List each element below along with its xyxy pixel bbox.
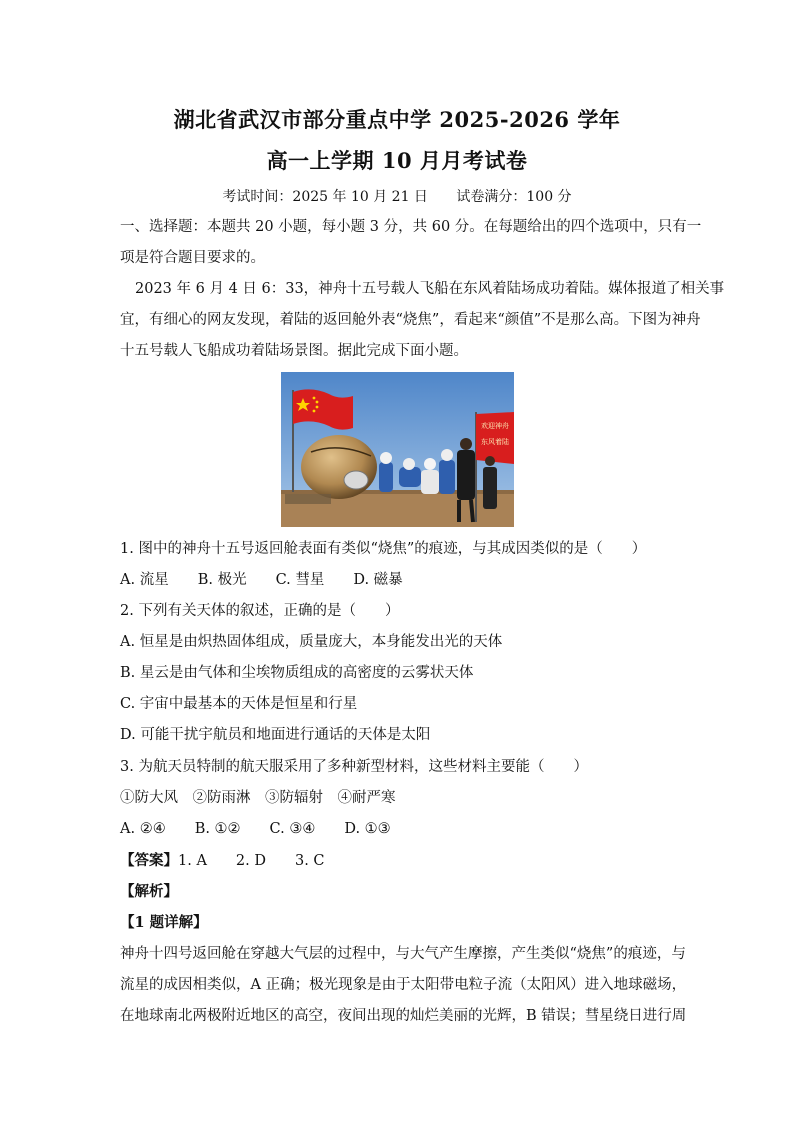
landing-scene-photo	[281, 372, 514, 527]
medic	[421, 470, 439, 494]
banner-text: 东风着陆	[481, 438, 509, 446]
astronaut-seat	[399, 467, 421, 487]
q1-stem: 1. 图中的神舟十五号返回舱表面有类似“烧焦”的痕迹，与其成因类似的是（ ）	[120, 541, 647, 557]
q2-option-c: C. 宇宙中最基本的天体是恒星和行星	[120, 696, 358, 712]
answer-label: 【答案】	[120, 852, 178, 869]
material-line1: 2023 年 6 月 4 日 6：33，神舟十五号载人飞船在东风着陆场成功着陆。媒体报道了相关事	[135, 281, 725, 297]
ground-equipment	[285, 494, 331, 504]
staff-head	[485, 456, 495, 466]
crew-member	[439, 460, 455, 494]
q3-options: A. ②④ B. ①② C. ③④ D. ①③	[120, 821, 391, 837]
crew-helmet	[380, 452, 392, 464]
q2-option-d: D. 可能干扰宇航员和地面进行通话的天体是太阳	[120, 727, 431, 743]
exam-meta	[0, 186, 794, 206]
answer-text: 1. A 2. D 3. C	[178, 853, 325, 869]
q2-stem: 2. 下列有关天体的叙述，正确的是（ ）	[120, 603, 400, 619]
astronaut-helmet	[403, 458, 415, 470]
section-intro-line1: 一、选择题：本题共 20 小题，每小题 3 分，共 60 分。在每题给出的四个选项中，只有一	[120, 219, 702, 235]
q1-analysis-line1: 神舟十四号返回舱在穿越大气层的过程中，与大气产生摩擦，产生类似“烧焦”的痕迹，与	[120, 946, 686, 962]
capsule-hatch	[344, 471, 368, 489]
q3-choices: ①防大风 ②防雨淋 ③防辐射 ④耐严寒	[120, 790, 396, 806]
medic-helmet	[424, 458, 436, 470]
material-line2: 宜，有细心的网友发现，着陆的返回舱外表“烧焦”，看起来“颜值”不是那么高。下图为神舟	[120, 312, 701, 328]
analysis-label: 【解析】	[120, 883, 178, 900]
crew-member	[379, 462, 393, 492]
crew-helmet	[441, 449, 453, 461]
full-score: 试卷满分：100 分	[456, 189, 572, 205]
q2-option-a: A. 恒星是由炽热固体组成，质量庞大，本身能发出光的天体	[120, 634, 503, 650]
q3-stem: 3. 为航天员特制的航天服采用了多种新型材料，这些材料主要能（ ）	[120, 759, 588, 775]
q1-analysis-line3: 在地球南北两极附近地区的高空，夜间出现的灿烂美丽的光辉，B 错误；彗星绕日进行周	[120, 1008, 687, 1024]
answer-line	[120, 851, 680, 871]
exam-title-line1: 湖北省武汉市部分重点中学 2025-2026 学年	[173, 107, 621, 132]
flag-small-star	[313, 410, 316, 413]
material-line3: 十五号载人飞船成功着陆场景图。据此完成下面小题。	[120, 343, 468, 359]
staff-member	[483, 467, 497, 509]
exam-title-line2: 高一上学期 10 月月考试卷	[266, 148, 528, 173]
staff-leg	[471, 500, 473, 522]
flag-small-star	[316, 406, 319, 409]
banner-text: 欢迎神舟	[481, 422, 509, 430]
q1-analysis-label: 【1 题详解】	[120, 914, 208, 931]
exam-time: 考试时间：2025 年 10 月 21 日	[222, 189, 428, 205]
q1-options: A. 流星 B. 极光 C. 彗星 D. 磁暴	[120, 572, 403, 588]
staff-member	[457, 450, 475, 500]
return-capsule	[301, 435, 377, 499]
staff-head	[460, 438, 472, 450]
flag-small-star	[313, 397, 316, 400]
section-intro-line2: 项是符合题目要求的。	[120, 250, 265, 266]
q2-option-b: B. 星云是由气体和尘埃物质组成的高密度的云雾状天体	[120, 665, 474, 681]
q1-analysis-line2: 流星的成因相类似，A 正确；极光现象是由于太阳带电粒子流（太阳风）进入地球磁场，	[120, 977, 687, 993]
flag-small-star	[316, 401, 319, 404]
landing-scene-illustration	[281, 372, 514, 527]
